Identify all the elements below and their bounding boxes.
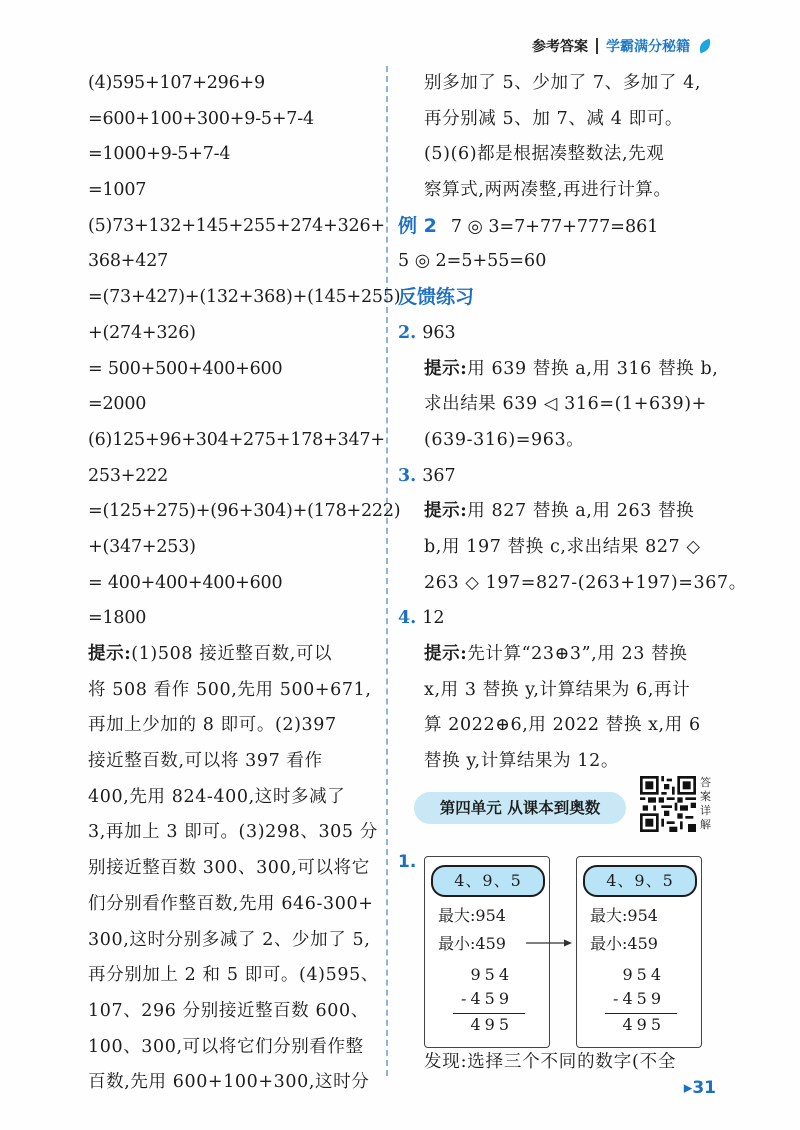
- exercise-hint: [398, 637, 720, 780]
- q5-line: = 500+500+400+600: [88, 358, 283, 379]
- question-number: 1.: [398, 852, 417, 872]
- hint-line: 百数,先用 600+100+300,这时分: [88, 1072, 370, 1093]
- q6-line: =(125+275)+(96+304)+(178+222): [88, 501, 401, 522]
- hint-line: 们分别看作整百数,先用 646-300+: [88, 893, 374, 914]
- q5-line: +(274+326): [88, 322, 196, 343]
- hint-line: 求出结果 639 ◁ 316=(1+639)+: [424, 394, 707, 415]
- difference: 495: [470, 1015, 513, 1034]
- hint-block: [88, 637, 378, 1101]
- digit-set: 4、9、5: [431, 865, 545, 897]
- q5-line: =2000: [88, 394, 147, 415]
- hint-label: 提示:: [424, 501, 468, 522]
- right-arrow-icon: [526, 938, 572, 948]
- max-label: 最大:954: [438, 906, 506, 925]
- difference: 495: [622, 1015, 665, 1034]
- hint-line: x,用 3 替换 y,计算结果为 6,再计: [424, 679, 691, 700]
- hint-line: 再分别减 5、加 7、减 4 即可。: [424, 108, 683, 129]
- hint-line: (5)(6)都是根据凑整数法,先观: [424, 144, 665, 165]
- hint-line: 再加上少加的 8 即可。(2)397: [88, 715, 337, 736]
- hint-line: 将 508 看作 500,先用 500+671,: [88, 679, 372, 700]
- hint-label: 提示:: [424, 358, 468, 379]
- hint-line: 263 ◇ 197=827-(263+197)=367。: [424, 572, 747, 593]
- hint-line: 400,先用 824-400,这时多减了: [88, 786, 346, 807]
- right-column: [398, 66, 747, 780]
- q6-line: (6)125+96+304+275+178+347+: [88, 429, 385, 450]
- answer-value: 367: [422, 465, 456, 486]
- min-label: 最小:459: [590, 934, 658, 953]
- section-title: 反馈练习: [398, 286, 475, 309]
- hint-line: 替换 y,计算结果为 12。: [424, 751, 619, 772]
- column-divider: [386, 66, 388, 1076]
- page-number: ▸31: [683, 1078, 716, 1098]
- hint-line: b,用 197 替换 c,求出结果 827 ◇: [424, 536, 701, 557]
- page-header: [532, 34, 712, 58]
- exercise-number: 2.: [398, 322, 417, 343]
- q4-line: (4)595+107+296+9: [88, 73, 265, 93]
- q5-line: 368+427: [88, 251, 169, 272]
- unit-title-banner: 第四单元 从课本到奥数: [414, 792, 626, 824]
- calc-rule: [605, 1013, 677, 1014]
- hint-line: 接近整百数,可以将 397 看作: [88, 751, 323, 772]
- max-label: 最大:954: [590, 906, 658, 925]
- digit-set: 4、9、5: [583, 865, 697, 897]
- q4-line: =1000+9-5+7-4: [88, 144, 231, 165]
- exercise-answer: [398, 459, 720, 495]
- min-label: 最小:459: [438, 934, 506, 953]
- subtrahend: -459: [613, 989, 665, 1008]
- exercise-hint: [398, 494, 747, 601]
- header-brand: 学霸满分秘籍: [606, 39, 690, 55]
- hint-text: 用 827 替换 a,用 263 替换: [467, 501, 695, 522]
- q5-line: =(73+427)+(132+368)+(145+255): [88, 287, 401, 308]
- hint-line: 3,再加上 3 即可。(3)298、305 分: [88, 822, 378, 843]
- hint-text: 用 639 替换 a,用 316 替换 b,: [467, 358, 719, 379]
- example-2-line: [398, 209, 720, 245]
- hint-line: [398, 637, 720, 673]
- continued-hint: [398, 66, 720, 209]
- subtrahend: -459: [461, 989, 513, 1008]
- hint-line: 别接近整百数 300、300,可以将它: [88, 858, 370, 879]
- answer-value: 12: [422, 608, 445, 629]
- hint-line: [398, 494, 720, 530]
- header-separator: [596, 38, 598, 54]
- discovery-text: 发现:选择三个不同的数字(不全: [424, 1052, 677, 1072]
- hint-line: 107、296 分别接近整百数 600、: [88, 1000, 369, 1021]
- calc-rule: [453, 1013, 525, 1014]
- header-answer-label: 参考答案: [532, 39, 588, 55]
- hint-line: [398, 352, 720, 388]
- exercise-hint: [398, 352, 720, 459]
- q6-line: =1800: [88, 608, 147, 629]
- example-formula: 7 ◎ 3=7+77+777=861: [450, 216, 659, 237]
- hint-line: [88, 637, 378, 673]
- left-column: [88, 66, 401, 1101]
- hint-line: 300,这时分别多减了 2、少加了 5,: [88, 929, 371, 950]
- minuend: 954: [622, 965, 665, 984]
- q6-line: = 400+400+400+600: [88, 572, 283, 593]
- hint-text: (1)508 接近整百数,可以: [131, 644, 333, 664]
- exercise-answer: [398, 601, 720, 637]
- example-2-line: 5 ◎ 2=5+55=60: [398, 251, 547, 272]
- exercise-answer: [398, 316, 720, 352]
- answer-value: 963: [422, 322, 456, 343]
- hint-line: (639-316)=963。: [424, 429, 585, 450]
- hint-text: 先计算“23⊕3”,用 23 替换: [467, 644, 688, 664]
- leaf-icon: [697, 39, 714, 54]
- example-label: 例 2: [398, 214, 437, 237]
- qr-code-icon[interactable]: [640, 776, 696, 832]
- digit-card: [576, 856, 702, 1048]
- hint-line: 察算式,两两凑整,再进行计算。: [424, 180, 672, 201]
- q5-line: (5)73+132+145+255+274+326+: [88, 215, 385, 236]
- exercise-number: 3.: [398, 465, 417, 486]
- minuend: 954: [470, 965, 513, 984]
- hint-line: 再分别加上 2 和 5 即可。(4)595、: [88, 965, 379, 986]
- q6-line: +(347+253): [88, 536, 196, 557]
- q6-line: 253+222: [88, 465, 169, 486]
- exercise-number: 4.: [398, 608, 417, 629]
- q4-line: =600+100+300+9-5+7-4: [88, 108, 314, 129]
- digit-card: [424, 856, 550, 1048]
- hint-line: 别多加了 5、少加了 7、多加了 4,: [424, 73, 702, 93]
- hint-label: 提示:: [88, 644, 132, 664]
- q4-line: =1007: [88, 180, 147, 201]
- hint-label: 提示:: [424, 644, 468, 664]
- hint-line: 算 2022⊕6,用 2022 替换 x,用 6: [424, 715, 701, 736]
- hint-line: 100、300,可以将它们分别看作整: [88, 1036, 364, 1057]
- qr-caption: 答案详解: [700, 776, 711, 831]
